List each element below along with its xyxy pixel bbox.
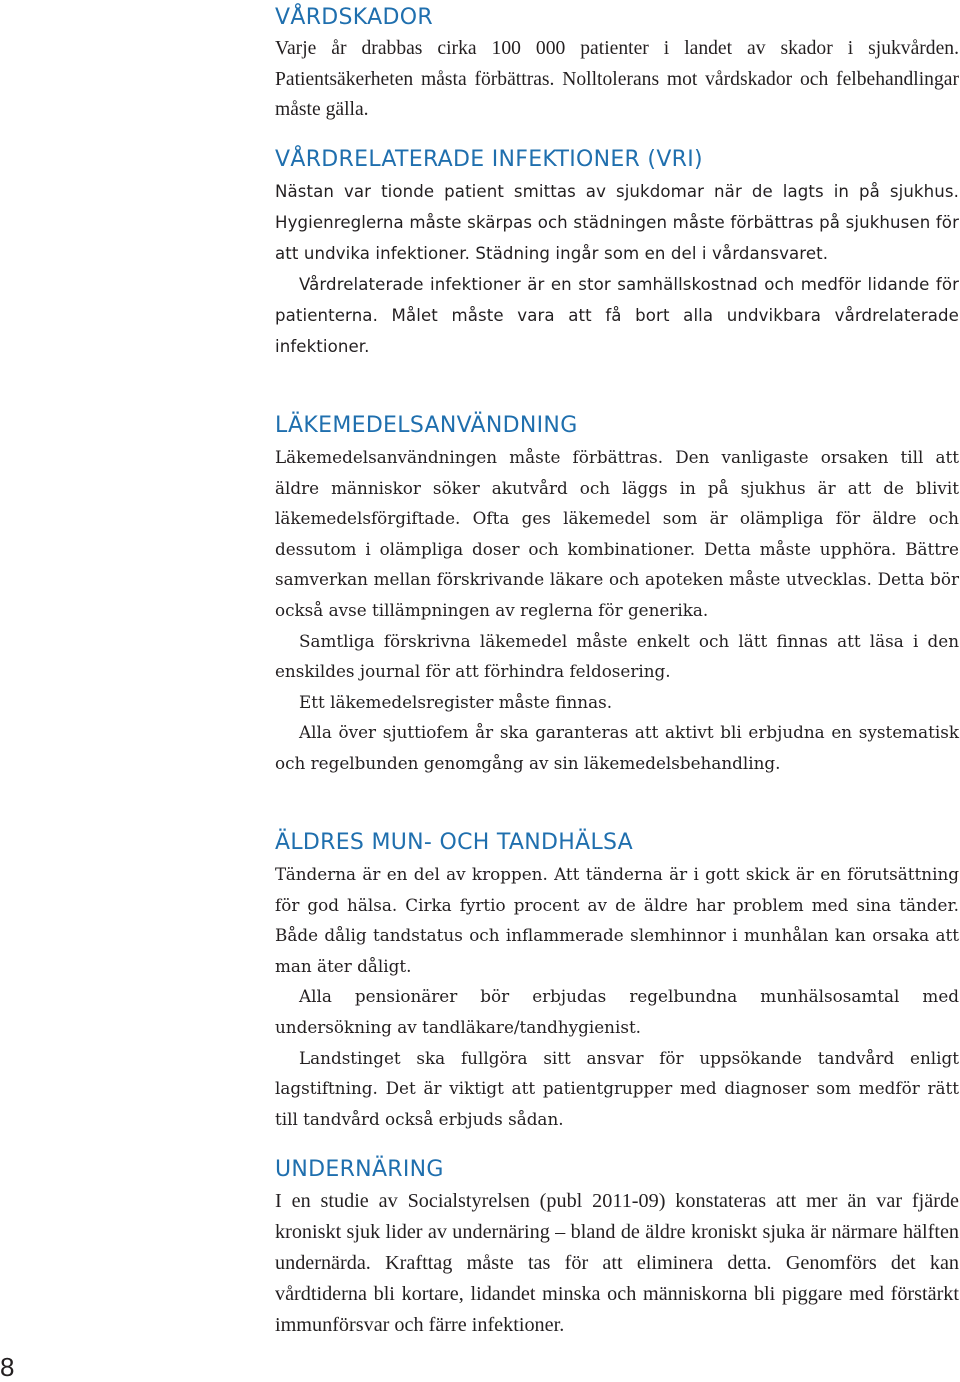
paragraph: Läkemedelsanvändningen måste förbättras. Den vanligaste orsaken till att äldre människor söker akutvård och läggs in på sjukhus är att de blivit läkemedelsförgiftade. Ofta ges läkemedel som är olämpliga för äldre och dessutom i olämpliga doser och kombinationer. Detta måste upphöra. Bättre samverkan mellan förskrivande läkare och apoteken måste utvecklas. Detta bör också avse tillämpningen av reglerna för generika. <box>275 447 959 620</box>
heading-undernaring: UNDERNÄRING <box>275 1157 444 1182</box>
page-number: 8 <box>0 1352 15 1382</box>
paragraph: Vårdrelaterade infektioner är en stor samhällskostnad och medför lidande för patienterna. Målet måste vara att få bort alla undvikbara vårdrelaterade infektioner. <box>275 275 959 356</box>
section-vri <box>275 145 959 362</box>
paragraph: Nästan var tionde patient smittas av sjukdomar när de lagts in på sjukhus. Hygienreglerna måste skärpas och städningen måste förbättras på sjukhusen för att undvika infektioner. Städning ingår som en del i vårdansvaret. <box>275 182 959 263</box>
section-undernaring <box>275 1155 959 1341</box>
heading-lakemedel: LÄKEMEDELSANVÄNDNING <box>275 413 578 438</box>
paragraph: Tänderna är en del av kroppen. Att tänderna är i gott skick är en förutsättning för god hälsa. Cirka fyrtio procent av de äldre har problem med sina tänder. Både dålig tandstatus och inflammerade slemhinnor i munhålan kan orsaka att man äter dåligt. <box>275 864 959 976</box>
paragraph: Landstinget ska fullgöra sitt ansvar för uppsökande tandvård enligt lagstiftning. Det är viktigt att patientgrupper med diagnoser som medför rätt till tandvård också erbjuds sådan. <box>275 1047 959 1129</box>
paragraph: I en studie av Socialstyrelsen (publ 2011-09) konstateras att mer än var fjärde kroniskt sjuk lider av undernäring – bland de äldre kroniskt sjuka är närmare hälften undernärda. Krafttag måste tas för att eliminera detta. Genomförs det kan vårdtiderna bli kortare, lidandet minska och människorna bli piggare med förstärkt immunförsvar och färre infektioner. <box>275 1190 959 1336</box>
section-vardskador <box>275 3 959 126</box>
section-lakemedel <box>275 411 959 779</box>
paragraph: Alla pensionärer bör erbjudas regelbundna munhälsosamtal med undersökning av tandläkare/tandhygienist. <box>275 986 959 1037</box>
section-tandhalsa <box>275 828 959 1134</box>
paragraph: Samtliga förskrivna läkemedel måste enkelt och lätt finnas att läsa i den enskildes journal för att förhindra feldosering. <box>275 630 959 682</box>
paragraph: Alla över sjuttiofem år ska garanteras att aktivt bli erbjudna en systematisk och regelbunden genomgång av sin läkemedelsbehandling. <box>275 722 959 773</box>
heading-vri: VÅRDRELATERADE INFEKTIONER (VRI) <box>275 147 703 172</box>
paragraph: Ett läkemedelsregister måste finnas. <box>299 691 613 712</box>
paragraph: Varje år drabbas cirka 100 000 patienter i landet av skador i sjukvården. Patientsäkerheten måsta förbättras. Nolltolerans mot vårdskador och felbehandlingar måste gälla. <box>275 38 959 120</box>
heading-vardskador: VÅRDSKADOR <box>275 5 433 30</box>
heading-tandhalsa: ÄLDRES MUN- OCH TANDHÄLSA <box>275 830 634 855</box>
